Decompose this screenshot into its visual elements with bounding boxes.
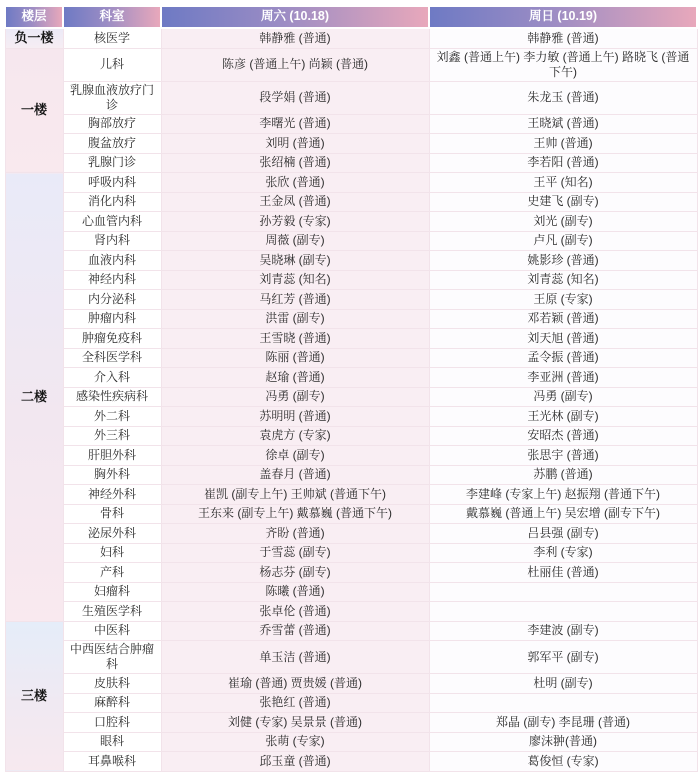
saturday-cell: 袁虎方 (专家) — [161, 426, 429, 446]
table-row — [5, 543, 697, 563]
dept-cell: 胸外科 — [63, 465, 161, 485]
sunday-cell: 李亚洲 (普通) — [429, 368, 697, 388]
table-row — [5, 114, 697, 134]
sunday-cell: 卢凡 (副专) — [429, 231, 697, 251]
saturday-cell: 周薇 (副专) — [161, 231, 429, 251]
dept-cell: 腹盆放疗 — [63, 134, 161, 154]
table-row — [5, 674, 697, 694]
dept-cell: 肾内科 — [63, 231, 161, 251]
table-row — [5, 387, 697, 407]
table-row — [5, 563, 697, 583]
header-department: 科室 — [63, 6, 161, 28]
dept-cell: 妇瘤科 — [63, 582, 161, 602]
header-row — [5, 6, 697, 28]
sunday-cell: 史建飞 (副专) — [429, 192, 697, 212]
dept-cell: 呼吸内科 — [63, 173, 161, 193]
table-row — [5, 641, 697, 674]
dept-cell: 中西医结合肿瘤科 — [63, 641, 161, 674]
table-row — [5, 212, 697, 232]
saturday-cell: 张艳红 (普通) — [161, 693, 429, 713]
dept-cell: 儿科 — [63, 48, 161, 81]
table-row — [5, 28, 697, 48]
sunday-cell: 王晓斌 (普通) — [429, 114, 697, 134]
dept-cell: 生殖医学科 — [63, 602, 161, 622]
dept-cell: 乳腺血液放疗门诊 — [63, 81, 161, 114]
saturday-cell: 崔凯 (副专上午) 王帅斌 (普通下午) — [161, 485, 429, 505]
saturday-cell: 单玉洁 (普通) — [161, 641, 429, 674]
saturday-cell: 王东来 (副专上午) 戴慕巍 (普通下午) — [161, 504, 429, 524]
dept-cell: 外二科 — [63, 407, 161, 427]
saturday-cell: 陈彦 (普通上午) 尚颖 (普通) — [161, 48, 429, 81]
saturday-cell: 韩静雅 (普通) — [161, 28, 429, 48]
table-row — [5, 524, 697, 544]
dept-cell: 肿瘤内科 — [63, 309, 161, 329]
dept-cell: 心血管内科 — [63, 212, 161, 232]
dept-cell: 肝胆外科 — [63, 446, 161, 466]
table-row — [5, 485, 697, 505]
saturday-cell: 苏明明 (普通) — [161, 407, 429, 427]
saturday-cell: 吴晓琳 (副专) — [161, 251, 429, 271]
floor-cell: 负一楼 — [5, 28, 63, 48]
table-row — [5, 231, 697, 251]
dept-cell: 骨科 — [63, 504, 161, 524]
saturday-cell: 王金凤 (普通) — [161, 192, 429, 212]
dept-cell: 麻醉科 — [63, 693, 161, 713]
dept-cell: 外三科 — [63, 426, 161, 446]
table-row — [5, 290, 697, 310]
dept-cell: 消化内科 — [63, 192, 161, 212]
sunday-cell: 葛俊恒 (专家) — [429, 752, 697, 772]
dept-cell: 介入科 — [63, 368, 161, 388]
dept-cell: 眼科 — [63, 732, 161, 752]
table-row — [5, 153, 697, 173]
saturday-cell: 刘明 (普通) — [161, 134, 429, 154]
sunday-cell: 李建峰 (专家上午) 赵振翔 (普通下午) — [429, 485, 697, 505]
sunday-cell — [429, 582, 697, 602]
header-floor: 楼层 — [5, 6, 63, 28]
table-row — [5, 173, 697, 193]
dept-cell: 全科医学科 — [63, 348, 161, 368]
sunday-cell: 杜丽佳 (普通) — [429, 563, 697, 583]
saturday-cell: 徐卓 (副专) — [161, 446, 429, 466]
dept-cell: 神经内科 — [63, 270, 161, 290]
sunday-cell: 姚影珍 (普通) — [429, 251, 697, 271]
saturday-cell: 盖春月 (普通) — [161, 465, 429, 485]
sunday-cell: 刘青蕊 (知名) — [429, 270, 697, 290]
sunday-cell: 张思宇 (普通) — [429, 446, 697, 466]
saturday-cell: 洪雷 (副专) — [161, 309, 429, 329]
sunday-cell: 郭军平 (副专) — [429, 641, 697, 674]
saturday-cell: 刘青蕊 (知名) — [161, 270, 429, 290]
saturday-cell: 王雪晓 (普通) — [161, 329, 429, 349]
saturday-cell: 张萌 (专家) — [161, 732, 429, 752]
sunday-cell: 苏鹏 (普通) — [429, 465, 697, 485]
table-row — [5, 582, 697, 602]
table-row — [5, 426, 697, 446]
saturday-cell: 马红芳 (普通) — [161, 290, 429, 310]
dept-cell: 耳鼻喉科 — [63, 752, 161, 772]
sunday-cell: 李建波 (副专) — [429, 621, 697, 641]
table-row — [5, 134, 697, 154]
table-row — [5, 48, 697, 81]
dept-cell: 内分泌科 — [63, 290, 161, 310]
table-row — [5, 732, 697, 752]
schedule-table — [4, 5, 698, 772]
dept-cell: 血液内科 — [63, 251, 161, 271]
saturday-cell: 陈丽 (普通) — [161, 348, 429, 368]
sunday-cell: 吕县强 (副专) — [429, 524, 697, 544]
saturday-cell: 张卓伦 (普通) — [161, 602, 429, 622]
saturday-cell: 杨志芬 (副专) — [161, 563, 429, 583]
table-row — [5, 621, 697, 641]
sunday-cell: 朱龙玉 (普通) — [429, 81, 697, 114]
sunday-cell: 邓若颖 (普通) — [429, 309, 697, 329]
header-sunday: 周日 (10.19) — [429, 6, 697, 28]
sunday-cell: 安昭杰 (普通) — [429, 426, 697, 446]
sunday-cell: 王原 (专家) — [429, 290, 697, 310]
table-row — [5, 329, 697, 349]
table-row — [5, 368, 697, 388]
saturday-cell: 段学娟 (普通) — [161, 81, 429, 114]
dept-cell: 泌尿外科 — [63, 524, 161, 544]
table-row — [5, 251, 697, 271]
sunday-cell: 韩静雅 (普通) — [429, 28, 697, 48]
sunday-cell: 郑晶 (副专) 李昆珊 (普通) — [429, 713, 697, 733]
table-row — [5, 504, 697, 524]
table-row — [5, 270, 697, 290]
sunday-cell: 廖沫翀(普通) — [429, 732, 697, 752]
dept-cell: 皮肤科 — [63, 674, 161, 694]
table-row — [5, 713, 697, 733]
sunday-cell: 刘鑫 (普通上午) 李力敏 (普通上午) 路晓飞 (普通下午) — [429, 48, 697, 81]
dept-cell: 感染性疾病科 — [63, 387, 161, 407]
saturday-cell: 孙芳毅 (专家) — [161, 212, 429, 232]
sunday-cell: 孟令振 (普通) — [429, 348, 697, 368]
sunday-cell: 戴慕巍 (普通上午) 吴宏增 (副专下午) — [429, 504, 697, 524]
saturday-cell: 张欣 (普通) — [161, 173, 429, 193]
table-row — [5, 192, 697, 212]
table-row — [5, 407, 697, 427]
sunday-cell: 王帅 (普通) — [429, 134, 697, 154]
sunday-cell: 冯勇 (副专) — [429, 387, 697, 407]
saturday-cell: 齐盼 (普通) — [161, 524, 429, 544]
floor-cell: 一楼 — [5, 48, 63, 173]
table-row — [5, 602, 697, 622]
saturday-cell: 李曙光 (普通) — [161, 114, 429, 134]
saturday-cell: 崔瑜 (普通) 贾贵媛 (普通) — [161, 674, 429, 694]
header-saturday: 周六 (10.18) — [161, 6, 429, 28]
saturday-cell: 乔雪蕾 (普通) — [161, 621, 429, 641]
dept-cell: 产科 — [63, 563, 161, 583]
sunday-cell: 李利 (专家) — [429, 543, 697, 563]
sunday-cell: 王光林 (副专) — [429, 407, 697, 427]
table-row — [5, 465, 697, 485]
table-row — [5, 752, 697, 772]
sunday-cell: 杜明 (副专) — [429, 674, 697, 694]
dept-cell: 肿瘤免疫科 — [63, 329, 161, 349]
sunday-cell: 王平 (知名) — [429, 173, 697, 193]
saturday-cell: 于雪蕊 (副专) — [161, 543, 429, 563]
saturday-cell: 陈曦 (普通) — [161, 582, 429, 602]
saturday-cell: 赵瑜 (普通) — [161, 368, 429, 388]
saturday-cell: 邱玉童 (普通) — [161, 752, 429, 772]
dept-cell: 核医学 — [63, 28, 161, 48]
saturday-cell: 冯勇 (副专) — [161, 387, 429, 407]
dept-cell: 口腔科 — [63, 713, 161, 733]
table-row — [5, 309, 697, 329]
table-row — [5, 446, 697, 466]
sunday-cell: 刘光 (副专) — [429, 212, 697, 232]
floor-cell: 二楼 — [5, 173, 63, 622]
floor-cell: 三楼 — [5, 621, 63, 771]
dept-cell: 乳腺门诊 — [63, 153, 161, 173]
saturday-cell: 张绍楠 (普通) — [161, 153, 429, 173]
table-row — [5, 81, 697, 114]
sunday-cell — [429, 602, 697, 622]
sunday-cell: 刘天旭 (普通) — [429, 329, 697, 349]
saturday-cell: 刘健 (专家) 吴景景 (普通) — [161, 713, 429, 733]
dept-cell: 神经外科 — [63, 485, 161, 505]
table-row — [5, 348, 697, 368]
sunday-cell — [429, 693, 697, 713]
table-row — [5, 693, 697, 713]
dept-cell: 胸部放疗 — [63, 114, 161, 134]
dept-cell: 妇科 — [63, 543, 161, 563]
dept-cell: 中医科 — [63, 621, 161, 641]
sunday-cell: 李若阳 (普通) — [429, 153, 697, 173]
